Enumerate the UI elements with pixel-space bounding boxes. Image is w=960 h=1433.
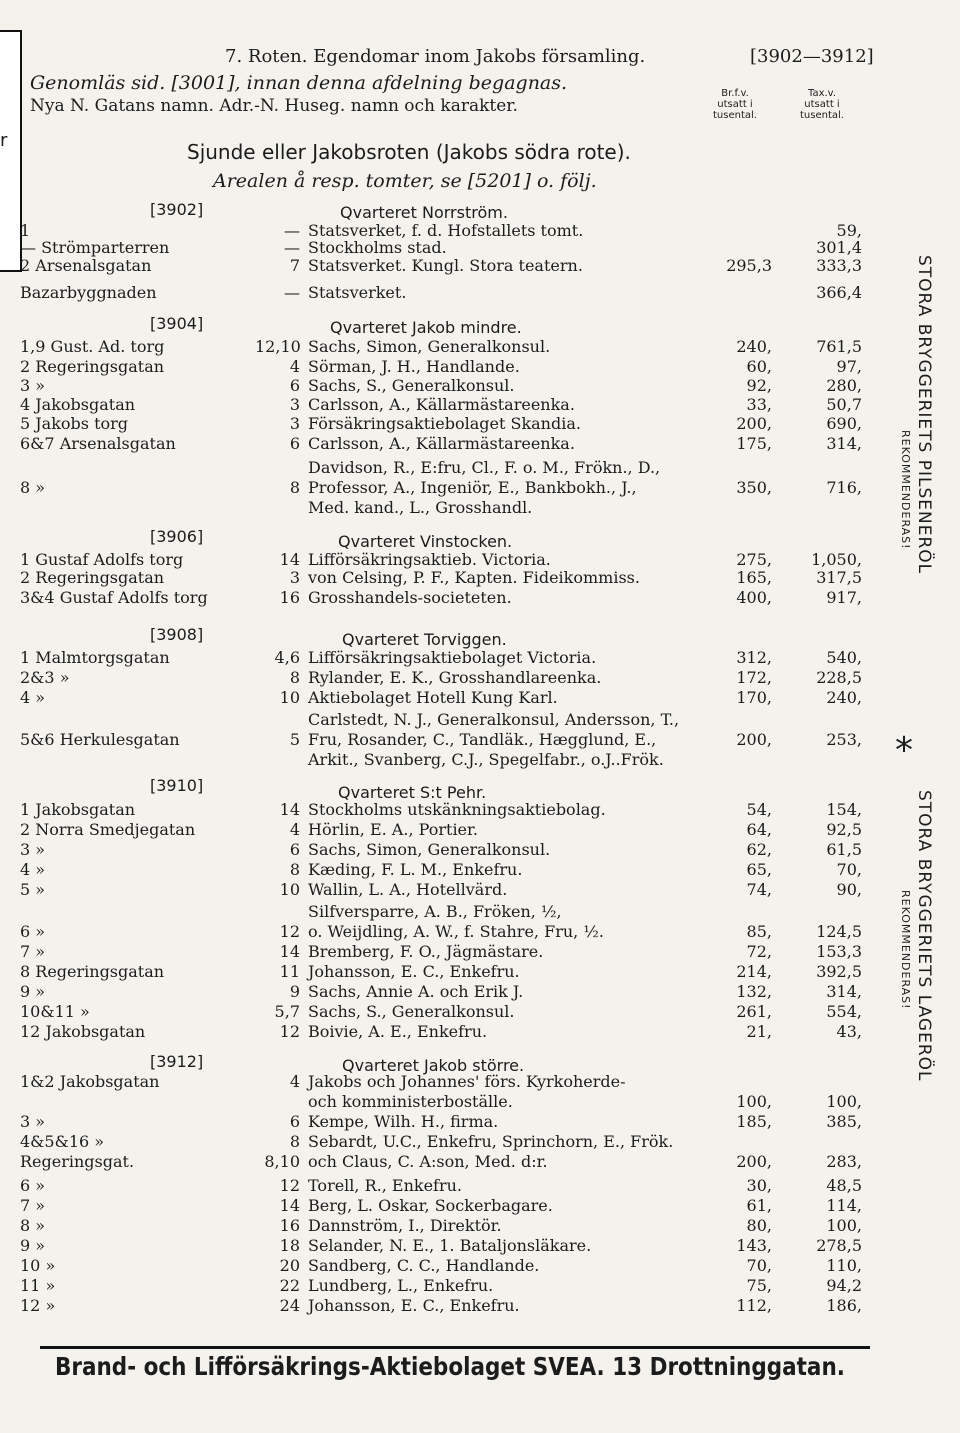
block-name: Qvarteret Norrström.	[340, 203, 508, 222]
cell-desc: o. Weijdling, A. W., f. Stahre, Fru, ½.	[308, 922, 604, 941]
cell-no: 4,6	[274, 648, 300, 667]
cell-tax: 280,	[826, 376, 862, 395]
cell-no: 10	[279, 688, 300, 707]
table-row	[0, 1196, 900, 1216]
cell-addr: 3&4 Gustaf Adolfs torg	[20, 588, 208, 607]
cell-br: 70,	[746, 1256, 772, 1275]
cell-desc: Johansson, E. C., Enkefru.	[308, 962, 520, 981]
cell-tax: 690,	[826, 414, 862, 433]
cell-addr: 5 Jakobs torg	[20, 414, 129, 433]
cell-no: 8,10	[264, 1152, 300, 1171]
cell-no: 8	[289, 1132, 300, 1151]
cell-br: 92,	[746, 376, 772, 395]
table-row	[0, 395, 900, 415]
cell-br: 240,	[736, 337, 772, 356]
cell-no: —	[284, 221, 300, 240]
cell-no: 11	[279, 962, 300, 981]
cell-addr: 1,9 Gust. Ad. torg	[20, 337, 165, 356]
table-row	[0, 922, 900, 942]
cell-no: 6	[289, 376, 300, 395]
cell-tax: 253,	[826, 730, 862, 749]
block-code: [3908]	[150, 625, 204, 644]
cell-no: 5,7	[274, 1002, 300, 1021]
cell-br: 21,	[746, 1022, 772, 1041]
table-row	[0, 860, 900, 880]
cell-desc: Kæding, F. L. M., Enkefru.	[308, 860, 523, 879]
cell-tax: 124,5	[816, 922, 862, 941]
cell-addr: 10 »	[20, 1256, 56, 1275]
cell-tax: 385,	[826, 1112, 862, 1131]
cell-addr: 10&11 »	[20, 1002, 90, 1021]
table-row	[0, 1296, 900, 1316]
cell-addr: 12 »	[20, 1296, 56, 1315]
cell-br: 295,3	[726, 256, 772, 275]
cell-addr: 2 Norra Smedjegatan	[20, 820, 196, 839]
cell-desc: Lifförsäkringsaktiebolaget Victoria.	[308, 648, 597, 667]
cell-br: 165,	[736, 568, 772, 587]
section-subtitle: (Jakobs södra rote).	[435, 140, 631, 164]
table-row	[0, 982, 900, 1002]
table-row	[0, 283, 900, 303]
block-code: [3906]	[150, 527, 204, 546]
cell-tax: 333,3	[816, 256, 862, 275]
table-row	[0, 1112, 900, 1132]
table-row	[0, 1176, 900, 1196]
cell-addr: 2&3 »	[20, 668, 70, 687]
cell-br: 64,	[746, 820, 772, 839]
table-row	[0, 942, 900, 962]
cell-tax: 48,5	[826, 1176, 862, 1195]
cell-br: 200,	[736, 730, 772, 749]
cell-desc: Carlsson, A., Källarmästareenka.	[308, 434, 575, 453]
cell-addr: 1	[20, 221, 31, 240]
section-title-main: Sjunde eller Jakobsroten	[187, 140, 430, 164]
cell-addr: Regeringsgat.	[20, 1152, 135, 1171]
cell-tax: 314,	[826, 982, 862, 1001]
side-ad-pilsener: STORA BRYGGERIETS PILSENERÖL	[914, 255, 934, 575]
cell-tax: 761,5	[816, 337, 862, 356]
cell-desc: Kempe, Wilh. H., firma.	[308, 1112, 499, 1131]
block-name: Qvarteret Vinstocken.	[338, 532, 513, 551]
table-row	[0, 498, 900, 518]
cell-br: 170,	[736, 688, 772, 707]
cell-no: 8	[289, 860, 300, 879]
cell-br: 80,	[746, 1216, 772, 1235]
cell-br: 100,	[736, 1092, 772, 1111]
cell-br: 74,	[746, 880, 772, 899]
cell-no: 12	[279, 922, 300, 941]
cell-addr: 8 Regeringsgatan	[20, 962, 165, 981]
cell-br: 60,	[746, 357, 772, 376]
side-ad-lager: STORA BRYGGERIETS LAGERÖL	[914, 790, 934, 1082]
cell-br: 75,	[746, 1276, 772, 1295]
cell-no: 14	[279, 1196, 300, 1215]
cell-desc: Johansson, E. C., Enkefru.	[308, 1296, 520, 1315]
cell-desc: Davidson, R., E:fru, Cl., F. o. M., Frökn., D.,	[308, 458, 661, 477]
cell-addr: 1 Malmtorgsgatan	[20, 648, 170, 667]
table-row	[0, 1216, 900, 1236]
col-heading-br: Br.f.v. utsatt i tusental.	[713, 88, 757, 121]
cell-br: 350,	[736, 478, 772, 497]
cell-br: 172,	[736, 668, 772, 687]
cell-desc: Rylander, E. K., Grosshandlareenka.	[308, 668, 602, 687]
cell-br: 72,	[746, 942, 772, 961]
cell-addr: 6&7 Arsenalsgatan	[20, 434, 176, 453]
cell-tax: 301,4	[816, 238, 862, 257]
cell-desc: von Celsing, P. F., Kapten. Fideikommiss.	[308, 568, 640, 587]
cell-addr: 4 Jakobsgatan	[20, 395, 136, 414]
table-row	[0, 550, 900, 570]
cell-br: 112,	[736, 1296, 772, 1315]
cell-desc: Carlsson, A., Källarmästareenka.	[308, 395, 575, 414]
table-row	[0, 256, 900, 276]
table-row	[0, 478, 900, 498]
cell-no: 14	[279, 800, 300, 819]
cell-tax: 554,	[826, 1002, 862, 1021]
cell-desc: Sandberg, C. C., Handlande.	[308, 1256, 540, 1275]
cell-desc: Sachs, Annie A. och Erik J.	[308, 982, 524, 1001]
cell-br: 185,	[736, 1112, 772, 1131]
cell-addr: 2 Regeringsgatan	[20, 568, 165, 587]
cell-br: 400,	[736, 588, 772, 607]
cell-desc: Bremberg, F. O., Jägmästare.	[308, 942, 544, 961]
cell-br: 62,	[746, 840, 772, 859]
table-row	[0, 902, 900, 922]
page-title: 7. Roten. Egendomar inom Jakobs församling.	[225, 46, 646, 67]
cell-tax: 716,	[826, 478, 862, 497]
table-row	[0, 1152, 900, 1172]
cell-tax: 1,050,	[811, 550, 862, 569]
table-row	[0, 1276, 900, 1296]
cell-tax: 153,3	[816, 942, 862, 961]
table-row	[0, 414, 900, 434]
cell-addr: 3 »	[20, 840, 46, 859]
cell-addr: 6 »	[20, 1176, 46, 1195]
cell-br: 54,	[746, 800, 772, 819]
table-row	[0, 1072, 900, 1092]
cell-addr: 4 »	[20, 860, 46, 879]
cell-desc: Aktiebolaget Hotell Kung Karl.	[308, 688, 558, 707]
cell-tax: 314,	[826, 434, 862, 453]
cell-addr: Bazarbyggnaden	[20, 283, 157, 302]
cell-desc: Sörman, J. H., Handlande.	[308, 357, 520, 376]
table-row	[0, 962, 900, 982]
cell-br: 30,	[746, 1176, 772, 1195]
cell-tax: 240,	[826, 688, 862, 707]
cell-no: 12	[279, 1022, 300, 1041]
cell-addr: 11 »	[20, 1276, 56, 1295]
block-code: [3910]	[150, 776, 204, 795]
cell-tax: 283,	[826, 1152, 862, 1171]
cell-desc: Lifförsäkringsaktieb. Victoria.	[308, 550, 551, 569]
asterisk-ornament: *	[895, 730, 913, 771]
cell-addr: 5 »	[20, 880, 46, 899]
cell-br: 261,	[736, 1002, 772, 1021]
cell-desc: Sachs, Simon, Generalkonsul.	[308, 337, 551, 356]
cell-no: 16	[279, 1216, 300, 1235]
cell-addr: 5&6 Herkulesgatan	[20, 730, 180, 749]
table-row	[0, 238, 900, 258]
cell-desc: Dannström, I., Direktör.	[308, 1216, 502, 1235]
cell-br: 143,	[736, 1236, 772, 1255]
cell-tax: 94,2	[826, 1276, 862, 1295]
cell-addr: 3 »	[20, 376, 46, 395]
cell-desc: Sebardt, U.C., Enkefru, Sprinchorn, E., Frök.	[308, 1132, 674, 1151]
table-row	[0, 730, 900, 750]
table-row	[0, 1022, 900, 1042]
cell-tax: 92,5	[826, 820, 862, 839]
section-title	[187, 140, 631, 164]
cell-desc: Jakobs och Johannes' förs. Kyrkoherde-	[308, 1072, 626, 1091]
table-row	[0, 1256, 900, 1276]
cell-br: 65,	[746, 860, 772, 879]
table-row	[0, 357, 900, 377]
cell-addr: 9 »	[20, 982, 46, 1001]
cell-addr: 7 »	[20, 1196, 46, 1215]
cell-tax: 70,	[836, 860, 862, 879]
block-code: [3912]	[150, 1052, 204, 1071]
cell-tax: 154,	[826, 800, 862, 819]
cell-tax: 917,	[826, 588, 862, 607]
cell-no: 14	[279, 942, 300, 961]
cell-desc: Sachs, S., Generalkonsul.	[308, 1002, 515, 1021]
cell-desc: och komministerboställe.	[308, 1092, 513, 1111]
cell-tax: 186,	[826, 1296, 862, 1315]
cell-addr: 6 »	[20, 922, 46, 941]
cell-tax: 59,	[836, 221, 862, 240]
block-code: [3904]	[150, 314, 204, 333]
cell-addr: 7 »	[20, 942, 46, 961]
table-row	[0, 376, 900, 396]
cell-desc: Carlstedt, N. J., Generalkonsul, Andersson, T.,	[308, 710, 680, 729]
cell-no: 10	[279, 880, 300, 899]
cell-addr: 1&2 Jakobsgatan	[20, 1072, 160, 1091]
page-range: [3902—3912]	[750, 46, 874, 67]
cell-addr: 8 »	[20, 1216, 46, 1235]
cell-tax: 278,5	[816, 1236, 862, 1255]
cell-br: 200,	[736, 1152, 772, 1171]
cell-addr: 2 Arsenalsgatan	[20, 256, 152, 275]
cell-tax: 100,	[826, 1092, 862, 1111]
cell-desc: Sachs, S., Generalkonsul.	[308, 376, 515, 395]
side-ad-lager-sub: REKOMMENDERAS!	[899, 890, 912, 1010]
cell-desc: Professor, A., Ingeniör, E., Bankbokh., J.,	[308, 478, 637, 497]
cell-no: 3	[289, 568, 300, 587]
cell-tax: 43,	[836, 1022, 862, 1041]
cell-tax: 392,5	[816, 962, 862, 981]
cell-addr: 8 »	[20, 478, 46, 497]
cell-no: 12	[279, 1176, 300, 1195]
cell-desc: Statsverket, f. d. Hofstallets tomt.	[308, 221, 584, 240]
table-row	[0, 1092, 900, 1112]
cell-addr: 4&5&16 »	[20, 1132, 105, 1151]
cell-desc: Försäkringsaktiebolaget Skandia.	[308, 414, 581, 433]
footer-ad: Brand- och Lifförsäkrings-Aktiebolaget SVEA. 13 Drottninggatan.	[55, 1352, 845, 1381]
cell-tax: 540,	[826, 648, 862, 667]
cell-addr: 3 »	[20, 1112, 46, 1131]
cell-desc: Statsverket. Kungl. Stora teatern.	[308, 256, 583, 275]
cell-br: 214,	[736, 962, 772, 981]
cell-no: 4	[289, 820, 300, 839]
cell-addr: 1 Jakobsgatan	[20, 800, 136, 819]
block-name: Qvarteret Torviggen.	[342, 630, 507, 649]
cell-desc: Selander, N. E., 1. Bataljonsläkare.	[308, 1236, 592, 1255]
table-row	[0, 800, 900, 820]
cell-addr: 1 Gustaf Adolfs torg	[20, 550, 184, 569]
table-row	[0, 1002, 900, 1022]
cell-addr: — Strömparterren	[20, 238, 170, 257]
cell-br: 312,	[736, 648, 772, 667]
table-row	[0, 1236, 900, 1256]
cell-br: 33,	[746, 395, 772, 414]
cell-no: 4	[289, 357, 300, 376]
cell-desc: och Claus, C. A:son, Med. d:r.	[308, 1152, 548, 1171]
block-name: Qvarteret S:t Pehr.	[338, 783, 487, 802]
cell-desc: Stockholms stad.	[308, 238, 447, 257]
cell-no: 3	[289, 395, 300, 414]
block-name: Qvarteret Jakob mindre.	[330, 318, 522, 337]
cell-addr: 9 »	[20, 1236, 46, 1255]
cell-no: 14	[279, 550, 300, 569]
table-row	[0, 434, 900, 454]
table-row	[0, 588, 900, 608]
table-row	[0, 648, 900, 668]
table-row	[0, 688, 900, 708]
cell-desc: Berg, L. Oskar, Sockerbagare.	[308, 1196, 553, 1215]
cell-br: 175,	[736, 434, 772, 453]
cell-desc: Med. kand., L., Grosshandl.	[308, 498, 533, 517]
cell-no: 22	[279, 1276, 300, 1295]
cell-tax: 50,7	[826, 395, 862, 414]
table-row	[0, 337, 900, 357]
cell-desc: Stockholms utskänkningsaktiebolag.	[308, 800, 606, 819]
cell-no: —	[284, 238, 300, 257]
cell-no: 18	[279, 1236, 300, 1255]
column-headings: Nya N. Gatans namn. Adr.-N. Huseg. namn och karakter.	[30, 96, 518, 116]
cell-tax: 317,5	[816, 568, 862, 587]
cell-br: 200,	[736, 414, 772, 433]
cell-addr: 2 Regeringsgatan	[20, 357, 165, 376]
table-row	[0, 880, 900, 900]
cell-br: 275,	[736, 550, 772, 569]
cell-desc: Grosshandels-societeten.	[308, 588, 512, 607]
cell-no: 6	[289, 434, 300, 453]
table-row	[0, 1132, 900, 1152]
cell-no: 9	[289, 982, 300, 1001]
reading-note: Genomläs sid. [3001], innan denna afdelning begagnas.	[30, 72, 568, 94]
cell-desc: Lundberg, L., Enkefru.	[308, 1276, 494, 1295]
cell-tax: 114,	[826, 1196, 862, 1215]
cell-no: 5	[289, 730, 300, 749]
cell-no: —	[284, 283, 300, 302]
cell-no: 16	[279, 588, 300, 607]
cell-no: 6	[289, 840, 300, 859]
cell-desc: Silfversparre, A. B., Fröken, ½,	[308, 902, 562, 921]
cell-no: 20	[279, 1256, 300, 1275]
side-ad-pilsener-sub: REKOMMENDERAS!	[899, 430, 912, 550]
cell-no: 24	[279, 1296, 300, 1315]
cell-addr: 12 Jakobsgatan	[20, 1022, 146, 1041]
cell-desc: Sachs, Simon, Generalkonsul.	[308, 840, 551, 859]
cell-no: 8	[289, 478, 300, 497]
cell-desc: Fru, Rosander, C., Tandläk., Hægglund, E.,	[308, 730, 657, 749]
table-row	[0, 750, 900, 770]
cell-br: 132,	[736, 982, 772, 1001]
cell-no: 8	[289, 668, 300, 687]
cell-tax: 97,	[836, 357, 862, 376]
cell-tax: 90,	[836, 880, 862, 899]
cell-desc: Torell, R., Enkefru.	[308, 1176, 462, 1195]
cell-no: 7	[289, 256, 300, 275]
cell-no: 3	[289, 414, 300, 433]
cell-br: 61,	[746, 1196, 772, 1215]
table-row	[0, 820, 900, 840]
cell-tax: 110,	[826, 1256, 862, 1275]
cell-addr: 4 »	[20, 688, 46, 707]
cell-tax: 100,	[826, 1216, 862, 1235]
table-row	[0, 668, 900, 688]
block-name: Qvarteret Jakob större.	[342, 1056, 525, 1075]
table-row	[0, 840, 900, 860]
table-row	[0, 568, 900, 588]
areal-note: Arealen å resp. tomter, se [5201] o. följ.	[213, 170, 597, 192]
cell-no: 12,10	[255, 337, 301, 356]
cell-br: 85,	[746, 922, 772, 941]
cell-no: 4	[289, 1072, 300, 1091]
margin-mark: r	[0, 130, 8, 151]
cell-desc: Wallin, L. A., Hotellvärd.	[308, 880, 508, 899]
cell-desc: Boivie, A. E., Enkefru.	[308, 1022, 488, 1041]
cell-tax: 228,5	[816, 668, 862, 687]
cell-tax: 61,5	[826, 840, 862, 859]
cell-no: 6	[289, 1112, 300, 1131]
col-heading-tax: Tax.v. utsatt i tusental.	[800, 88, 844, 121]
cell-desc: Statsverket.	[308, 283, 407, 302]
table-row	[0, 458, 900, 478]
cell-tax: 366,4	[816, 283, 862, 302]
cell-desc: Hörlin, E. A., Portier.	[308, 820, 478, 839]
block-code: [3902]	[150, 200, 204, 219]
cell-desc: Arkit., Svanberg, C.J., Spegelfabr., o.J..Frök.	[308, 750, 664, 769]
table-row	[0, 710, 900, 730]
